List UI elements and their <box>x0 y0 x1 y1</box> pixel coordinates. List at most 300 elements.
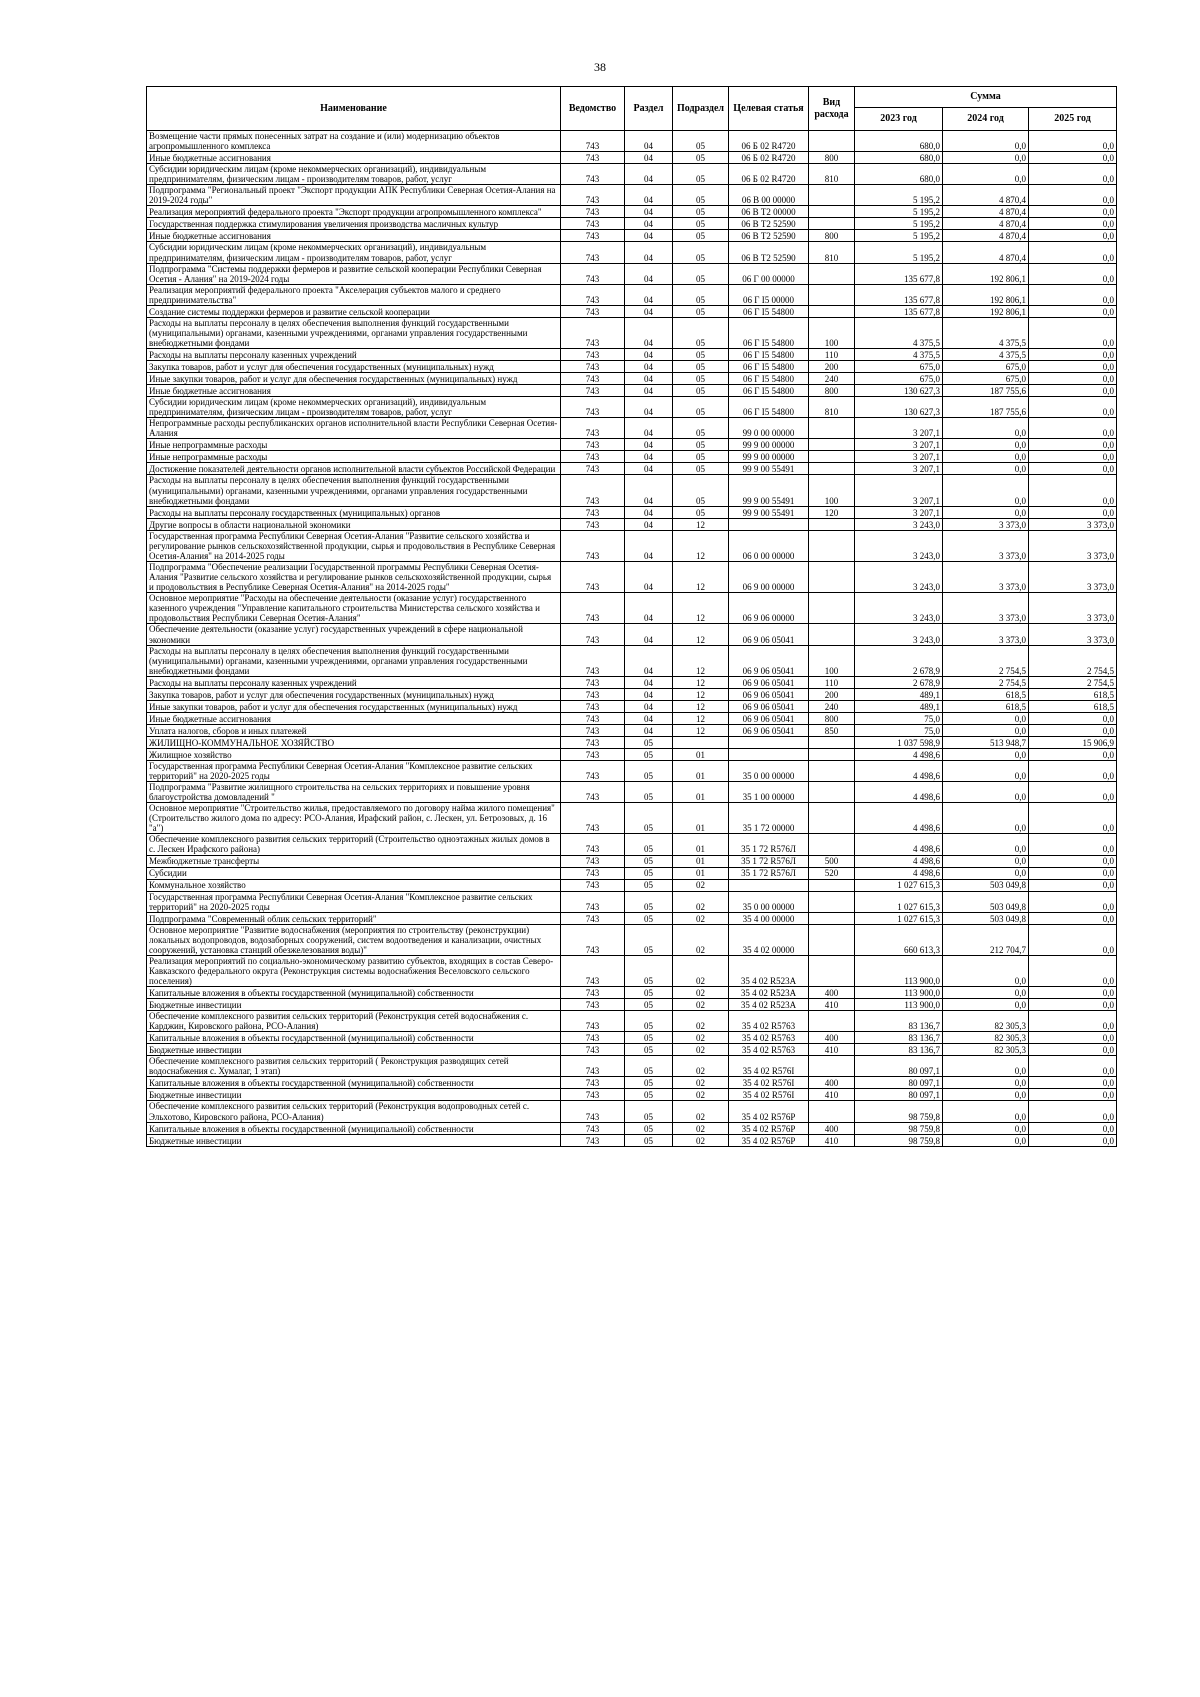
row-sum-2025: 0,0 <box>1029 1044 1117 1056</box>
row-expense-type <box>809 185 855 206</box>
row-target-article: 06 Г I5 00000 <box>729 284 809 305</box>
row-target-article: 35 4 02 R5763 <box>729 1044 809 1056</box>
row-razdel: 04 <box>625 506 673 518</box>
row-sum-2023: 83 136,7 <box>855 1032 943 1044</box>
row-target-article: 06 9 06 05041 <box>729 712 809 724</box>
row-sum-2025: 0,0 <box>1029 760 1117 781</box>
row-vedomstvo: 743 <box>561 688 625 700</box>
row-name: Иные закупки товаров, работ и услуг для обеспечения государственных (муниципальных) нужд <box>147 373 561 385</box>
row-podrazdel: 05 <box>673 206 729 218</box>
row-sum-2025: 0,0 <box>1029 361 1117 373</box>
header-expense-type: Вид расхода <box>809 87 855 131</box>
row-podrazdel: 01 <box>673 803 729 834</box>
row-razdel: 05 <box>625 879 673 891</box>
row-vedomstvo: 743 <box>561 912 625 924</box>
row-podrazdel: 05 <box>673 451 729 463</box>
row-podrazdel: 02 <box>673 955 729 986</box>
table-row <box>147 1134 1117 1146</box>
row-sum-2023: 5 195,2 <box>855 206 943 218</box>
row-sum-2025: 0,0 <box>1029 912 1117 924</box>
row-target-article: 06 Г I5 54800 <box>729 361 809 373</box>
row-razdel: 04 <box>625 349 673 361</box>
row-sum-2024: 0,0 <box>943 164 1029 185</box>
table-row <box>147 700 1117 712</box>
row-name: Закупка товаров, работ и услуг для обеспечения государственных (муниципальных) нужд <box>147 688 561 700</box>
table-row <box>147 463 1117 475</box>
row-sum-2023: 3 243,0 <box>855 561 943 592</box>
row-target-article: 99 9 00 00000 <box>729 451 809 463</box>
table-row <box>147 1077 1117 1089</box>
row-vedomstvo: 743 <box>561 724 625 736</box>
row-expense-type <box>809 131 855 152</box>
row-razdel: 04 <box>625 230 673 242</box>
row-target-article: 35 4 02 00000 <box>729 924 809 955</box>
row-target-article: 06 Б 02 R4720 <box>729 131 809 152</box>
row-sum-2023: 98 759,8 <box>855 1122 943 1134</box>
row-sum-2025: 0,0 <box>1029 206 1117 218</box>
table-row <box>147 439 1117 451</box>
row-target-article: 35 4 02 R576I <box>729 1089 809 1101</box>
row-sum-2024: 675,0 <box>943 361 1029 373</box>
row-sum-2023: 135 677,8 <box>855 284 943 305</box>
row-razdel: 05 <box>625 1011 673 1032</box>
row-vedomstvo: 743 <box>561 1056 625 1077</box>
row-vedomstvo: 743 <box>561 1011 625 1032</box>
header-target-article: Целевая статья <box>729 87 809 131</box>
row-vedomstvo: 743 <box>561 1134 625 1146</box>
row-sum-2024: 618,5 <box>943 688 1029 700</box>
table-row <box>147 131 1117 152</box>
row-vedomstvo: 743 <box>561 955 625 986</box>
row-podrazdel: 01 <box>673 855 729 867</box>
row-podrazdel: 02 <box>673 924 729 955</box>
row-sum-2024: 0,0 <box>943 987 1029 999</box>
table-row <box>147 1122 1117 1134</box>
row-sum-2024: 3 373,0 <box>943 530 1029 561</box>
row-name: Государственная программа Республики Северная Осетия-Алания "Комплексное развитие сельских территорий" на 2020-2025 годы <box>147 760 561 781</box>
row-vedomstvo: 743 <box>561 361 625 373</box>
row-name: Создание системы поддержки фермеров и развитие сельской кооперации <box>147 305 561 317</box>
row-vedomstvo: 743 <box>561 1089 625 1101</box>
row-razdel: 04 <box>625 242 673 263</box>
row-name: Государственная программа Республики Северная Осетия-Алания "Комплексное развитие сельских территорий" на 2020-2025 годы <box>147 891 561 912</box>
row-sum-2024: 0,0 <box>943 781 1029 802</box>
row-vedomstvo: 743 <box>561 855 625 867</box>
row-target-article: 35 0 00 00000 <box>729 760 809 781</box>
row-sum-2023: 3 207,1 <box>855 463 943 475</box>
row-name: Расходы на выплаты персоналу в целях обеспечения выполнения функций государственными (муниципальными) органами, казенными учреждениями, органами управления государственными внебюджетными фондами <box>147 317 561 348</box>
row-razdel: 04 <box>625 439 673 451</box>
row-vedomstvo: 743 <box>561 593 625 624</box>
row-expense-type: 120 <box>809 506 855 518</box>
row-vedomstvo: 743 <box>561 131 625 152</box>
row-razdel: 05 <box>625 781 673 802</box>
row-podrazdel: 05 <box>673 185 729 206</box>
row-vedomstvo: 743 <box>561 242 625 263</box>
row-sum-2023: 3 207,1 <box>855 439 943 451</box>
row-sum-2023: 5 195,2 <box>855 218 943 230</box>
row-name: Субсидии <box>147 867 561 879</box>
row-vedomstvo: 743 <box>561 373 625 385</box>
row-sum-2024: 503 049,8 <box>943 891 1029 912</box>
row-sum-2025: 0,0 <box>1029 439 1117 451</box>
row-sum-2023: 4 498,6 <box>855 760 943 781</box>
row-sum-2025: 0,0 <box>1029 1122 1117 1134</box>
row-podrazdel: 12 <box>673 530 729 561</box>
row-name: Достижение показателей деятельности органов исполнительной власти субъектов Российской Федерации <box>147 463 561 475</box>
row-target-article: 35 1 72 00000 <box>729 803 809 834</box>
row-sum-2023: 3 243,0 <box>855 530 943 561</box>
row-expense-type <box>809 284 855 305</box>
row-vedomstvo: 743 <box>561 385 625 397</box>
row-vedomstvo: 743 <box>561 506 625 518</box>
row-sum-2025: 0,0 <box>1029 373 1117 385</box>
row-name: Государственная программа Республики Северная Осетия-Алания "Развитие сельского хозяйства и регулирование рынков сельскохозяйственной продукции, сырья и продовольствия в Республике Северная Осетия-Алания" на 2014-2025 годы <box>147 530 561 561</box>
table-row <box>147 855 1117 867</box>
table-row <box>147 185 1117 206</box>
row-name: Основное мероприятие "Развитие водоснабжения (мероприятия по строительству (реконструкции) локальных водопроводов, водозаборных сооружений, систем водоотведения и канализации, очистных сооружений, установка станций обезжелезования воды)" <box>147 924 561 955</box>
row-podrazdel: 05 <box>673 242 729 263</box>
row-vedomstvo: 743 <box>561 439 625 451</box>
row-expense-type <box>809 218 855 230</box>
table-row <box>147 361 1117 373</box>
row-podrazdel: 05 <box>673 152 729 164</box>
row-vedomstvo: 743 <box>561 397 625 418</box>
row-name: Государственная поддержка стимулирования увеличения производства масличных культур <box>147 218 561 230</box>
row-target-article: 35 4 02 R523А <box>729 999 809 1011</box>
row-razdel: 04 <box>625 284 673 305</box>
row-name: Иные непрограммные расходы <box>147 451 561 463</box>
row-sum-2025: 0,0 <box>1029 1032 1117 1044</box>
row-podrazdel: 02 <box>673 1077 729 1089</box>
row-sum-2023: 83 136,7 <box>855 1044 943 1056</box>
row-razdel: 04 <box>625 206 673 218</box>
row-sum-2023: 4 375,5 <box>855 317 943 348</box>
row-podrazdel: 02 <box>673 1032 729 1044</box>
row-razdel: 04 <box>625 218 673 230</box>
table-row <box>147 152 1117 164</box>
row-target-article: 06 9 06 05041 <box>729 700 809 712</box>
row-sum-2023: 4 375,5 <box>855 349 943 361</box>
row-target-article: 35 1 72 R576Л <box>729 855 809 867</box>
table-row <box>147 624 1117 645</box>
row-name: Возмещение части прямых понесенных затрат на создание и (или) модернизацию объектов агропромышленного комплекса <box>147 131 561 152</box>
row-target-article: 06 В 00 00000 <box>729 185 809 206</box>
row-sum-2023: 2 678,9 <box>855 676 943 688</box>
row-target-article: 06 9 06 05041 <box>729 624 809 645</box>
row-expense-type: 850 <box>809 724 855 736</box>
row-vedomstvo: 743 <box>561 530 625 561</box>
row-sum-2023: 489,1 <box>855 688 943 700</box>
row-expense-type <box>809 1011 855 1032</box>
row-sum-2023: 675,0 <box>855 373 943 385</box>
row-sum-2025: 15 906,9 <box>1029 736 1117 748</box>
row-podrazdel: 12 <box>673 724 729 736</box>
table-header-row <box>147 87 1117 108</box>
row-expense-type <box>809 518 855 530</box>
row-sum-2024: 4 870,4 <box>943 230 1029 242</box>
table-row <box>147 955 1117 986</box>
row-vedomstvo: 743 <box>561 451 625 463</box>
table-row <box>147 688 1117 700</box>
row-sum-2024: 0,0 <box>943 1134 1029 1146</box>
row-sum-2023: 80 097,1 <box>855 1056 943 1077</box>
row-podrazdel: 05 <box>673 305 729 317</box>
row-razdel: 04 <box>625 712 673 724</box>
row-sum-2023: 3 243,0 <box>855 624 943 645</box>
row-razdel: 05 <box>625 834 673 855</box>
row-expense-type: 400 <box>809 1077 855 1089</box>
row-razdel: 04 <box>625 518 673 530</box>
row-razdel: 05 <box>625 760 673 781</box>
row-name: Подпрограмма "Развитие жилищного строительства на сельских территориях и повышение уровня благоустройства домовладений " <box>147 781 561 802</box>
row-target-article: 99 9 00 00000 <box>729 439 809 451</box>
table-row <box>147 397 1117 418</box>
row-razdel: 04 <box>625 593 673 624</box>
table-row <box>147 218 1117 230</box>
row-target-article <box>729 748 809 760</box>
row-sum-2024: 3 373,0 <box>943 518 1029 530</box>
row-target-article <box>729 736 809 748</box>
row-sum-2025: 2 754,5 <box>1029 645 1117 676</box>
row-podrazdel: 01 <box>673 781 729 802</box>
row-sum-2023: 113 900,0 <box>855 987 943 999</box>
row-podrazdel: 02 <box>673 1134 729 1146</box>
row-sum-2025: 0,0 <box>1029 855 1117 867</box>
row-expense-type <box>809 834 855 855</box>
row-name: Жилищное хозяйство <box>147 748 561 760</box>
table-row <box>147 305 1117 317</box>
table-row <box>147 1011 1117 1032</box>
header-year-2023: 2023 год <box>855 108 943 131</box>
row-expense-type: 520 <box>809 867 855 879</box>
row-razdel: 04 <box>625 185 673 206</box>
row-vedomstvo: 743 <box>561 1101 625 1122</box>
row-name: Бюджетные инвестиции <box>147 1044 561 1056</box>
row-vedomstvo: 743 <box>561 1044 625 1056</box>
row-podrazdel: 02 <box>673 1122 729 1134</box>
row-podrazdel: 05 <box>673 439 729 451</box>
row-sum-2025: 0,0 <box>1029 781 1117 802</box>
row-vedomstvo: 743 <box>561 317 625 348</box>
row-sum-2023: 98 759,8 <box>855 1134 943 1146</box>
row-name: Закупка товаров, работ и услуг для обеспечения государственных (муниципальных) нужд <box>147 361 561 373</box>
row-name: Уплата налогов, сборов и иных платежей <box>147 724 561 736</box>
row-target-article: 99 9 00 55491 <box>729 463 809 475</box>
row-sum-2025: 3 373,0 <box>1029 593 1117 624</box>
row-name: Обеспечение комплексного развития сельских территорий (Строительство одноэтажных жилых домов в с. Лескен Ирафского района) <box>147 834 561 855</box>
row-podrazdel: 01 <box>673 867 729 879</box>
row-sum-2023: 4 498,6 <box>855 834 943 855</box>
row-sum-2024: 0,0 <box>943 1101 1029 1122</box>
row-expense-type: 410 <box>809 1134 855 1146</box>
row-sum-2023: 5 195,2 <box>855 185 943 206</box>
row-sum-2023: 75,0 <box>855 724 943 736</box>
row-vedomstvo: 743 <box>561 803 625 834</box>
row-podrazdel: 12 <box>673 700 729 712</box>
row-sum-2025: 0,0 <box>1029 834 1117 855</box>
row-sum-2025: 0,0 <box>1029 418 1117 439</box>
row-name: Расходы на выплаты персоналу казенных учреждений <box>147 349 561 361</box>
header-year-2025: 2025 год <box>1029 108 1117 131</box>
row-vedomstvo: 743 <box>561 206 625 218</box>
row-target-article: 06 Г 00 00000 <box>729 263 809 284</box>
row-vedomstvo: 743 <box>561 263 625 284</box>
row-razdel: 04 <box>625 475 673 506</box>
row-target-article: 06 В Т2 52590 <box>729 218 809 230</box>
row-sum-2024: 0,0 <box>943 724 1029 736</box>
row-expense-type: 400 <box>809 1122 855 1134</box>
row-sum-2025: 0,0 <box>1029 152 1117 164</box>
row-razdel: 05 <box>625 803 673 834</box>
row-razdel: 04 <box>625 561 673 592</box>
row-target-article <box>729 879 809 891</box>
row-sum-2023: 5 195,2 <box>855 242 943 263</box>
row-expense-type <box>809 206 855 218</box>
table-row <box>147 924 1117 955</box>
row-sum-2024: 0,0 <box>943 855 1029 867</box>
row-sum-2025: 618,5 <box>1029 700 1117 712</box>
row-razdel: 04 <box>625 152 673 164</box>
row-vedomstvo: 743 <box>561 418 625 439</box>
row-vedomstvo: 743 <box>561 349 625 361</box>
row-name: Подпрограмма "Обеспечение реализации Государственной программы Республики Северная Осетия-Алания "Развитие сельского хозяйства и регулирование рынков сельскохозяйственной продукции, сырья и продовольствия в Республике Северная Осетия-Алания" на 2014-2025 годы" <box>147 561 561 592</box>
row-sum-2025: 0,0 <box>1029 185 1117 206</box>
row-expense-type: 100 <box>809 317 855 348</box>
row-vedomstvo: 743 <box>561 748 625 760</box>
row-expense-type: 810 <box>809 397 855 418</box>
row-vedomstvo: 743 <box>561 185 625 206</box>
row-vedomstvo: 743 <box>561 891 625 912</box>
header-vedomstvo: Ведомство <box>561 87 625 131</box>
row-vedomstvo: 743 <box>561 736 625 748</box>
table-row <box>147 349 1117 361</box>
row-sum-2023: 3 243,0 <box>855 518 943 530</box>
row-expense-type <box>809 781 855 802</box>
row-expense-type: 400 <box>809 987 855 999</box>
row-sum-2025: 618,5 <box>1029 688 1117 700</box>
row-target-article: 06 9 06 05041 <box>729 645 809 676</box>
table-row <box>147 373 1117 385</box>
row-podrazdel: 05 <box>673 230 729 242</box>
row-podrazdel: 01 <box>673 748 729 760</box>
table-row <box>147 867 1117 879</box>
row-sum-2025: 0,0 <box>1029 1077 1117 1089</box>
row-name: Бюджетные инвестиции <box>147 1134 561 1146</box>
table-row <box>147 1032 1117 1044</box>
row-podrazdel: 02 <box>673 1044 729 1056</box>
row-expense-type <box>809 305 855 317</box>
row-target-article: 06 9 06 05041 <box>729 724 809 736</box>
row-expense-type: 800 <box>809 230 855 242</box>
table-row <box>147 164 1117 185</box>
row-expense-type <box>809 736 855 748</box>
row-sum-2024: 0,0 <box>943 475 1029 506</box>
row-razdel: 05 <box>625 1077 673 1089</box>
table-row <box>147 418 1117 439</box>
table-row <box>147 1056 1117 1077</box>
row-podrazdel: 05 <box>673 418 729 439</box>
row-vedomstvo: 743 <box>561 518 625 530</box>
row-sum-2024: 192 806,1 <box>943 305 1029 317</box>
row-sum-2024: 82 305,3 <box>943 1011 1029 1032</box>
row-target-article: 06 В Т2 52590 <box>729 242 809 263</box>
row-target-article: 06 Г I5 54800 <box>729 305 809 317</box>
row-sum-2024: 675,0 <box>943 373 1029 385</box>
row-sum-2025: 0,0 <box>1029 1101 1117 1122</box>
row-expense-type: 100 <box>809 645 855 676</box>
row-razdel: 04 <box>625 361 673 373</box>
row-sum-2024: 0,0 <box>943 506 1029 518</box>
row-sum-2024: 0,0 <box>943 451 1029 463</box>
row-name: Обеспечение комплексного развития сельских территорий ( Реконструкция разводящих сетей водоснабжения с. Хумалаг, 1 этап) <box>147 1056 561 1077</box>
row-target-article: 06 9 00 00000 <box>729 561 809 592</box>
row-razdel: 05 <box>625 912 673 924</box>
row-vedomstvo: 743 <box>561 164 625 185</box>
row-sum-2024: 0,0 <box>943 748 1029 760</box>
row-expense-type: 110 <box>809 676 855 688</box>
row-expense-type: 800 <box>809 152 855 164</box>
row-podrazdel: 02 <box>673 999 729 1011</box>
row-expense-type: 800 <box>809 712 855 724</box>
row-target-article: 06 Б 02 R4720 <box>729 164 809 185</box>
row-target-article: 35 4 02 R576Р <box>729 1101 809 1122</box>
row-target-article: 35 4 02 R576Р <box>729 1134 809 1146</box>
row-podrazdel: 05 <box>673 385 729 397</box>
row-podrazdel: 05 <box>673 131 729 152</box>
row-target-article: 35 1 72 R576Л <box>729 867 809 879</box>
row-sum-2025: 0,0 <box>1029 317 1117 348</box>
row-expense-type <box>809 879 855 891</box>
table-row <box>147 724 1117 736</box>
row-target-article: 99 9 00 55491 <box>729 506 809 518</box>
row-razdel: 04 <box>625 317 673 348</box>
row-expense-type <box>809 760 855 781</box>
row-name: Подпрограмма "Современный облик сельских территорий" <box>147 912 561 924</box>
row-razdel: 04 <box>625 164 673 185</box>
row-sum-2023: 4 498,6 <box>855 867 943 879</box>
row-name: Иные бюджетные ассигнования <box>147 230 561 242</box>
row-sum-2024: 503 049,8 <box>943 912 1029 924</box>
row-expense-type: 410 <box>809 1089 855 1101</box>
row-sum-2024: 0,0 <box>943 867 1029 879</box>
row-podrazdel: 12 <box>673 676 729 688</box>
row-podrazdel <box>673 736 729 748</box>
row-razdel: 05 <box>625 1134 673 1146</box>
row-sum-2024: 0,0 <box>943 1077 1029 1089</box>
row-name: Бюджетные инвестиции <box>147 999 561 1011</box>
row-sum-2024: 4 870,4 <box>943 206 1029 218</box>
row-sum-2023: 680,0 <box>855 152 943 164</box>
row-expense-type <box>809 463 855 475</box>
row-vedomstvo: 743 <box>561 834 625 855</box>
row-target-article: 99 9 00 55491 <box>729 475 809 506</box>
row-razdel: 05 <box>625 1101 673 1122</box>
row-vedomstvo: 743 <box>561 760 625 781</box>
row-razdel: 04 <box>625 624 673 645</box>
row-sum-2024: 187 755,6 <box>943 385 1029 397</box>
row-expense-type: 500 <box>809 855 855 867</box>
row-name: Коммунальное хозяйство <box>147 879 561 891</box>
row-razdel: 05 <box>625 891 673 912</box>
row-name: Расходы на выплаты персоналу государственных (муниципальных) органов <box>147 506 561 518</box>
row-razdel: 04 <box>625 645 673 676</box>
row-sum-2025: 0,0 <box>1029 164 1117 185</box>
row-razdel: 05 <box>625 1089 673 1101</box>
row-sum-2023: 98 759,8 <box>855 1101 943 1122</box>
row-target-article: 99 0 00 00000 <box>729 418 809 439</box>
row-expense-type <box>809 593 855 624</box>
